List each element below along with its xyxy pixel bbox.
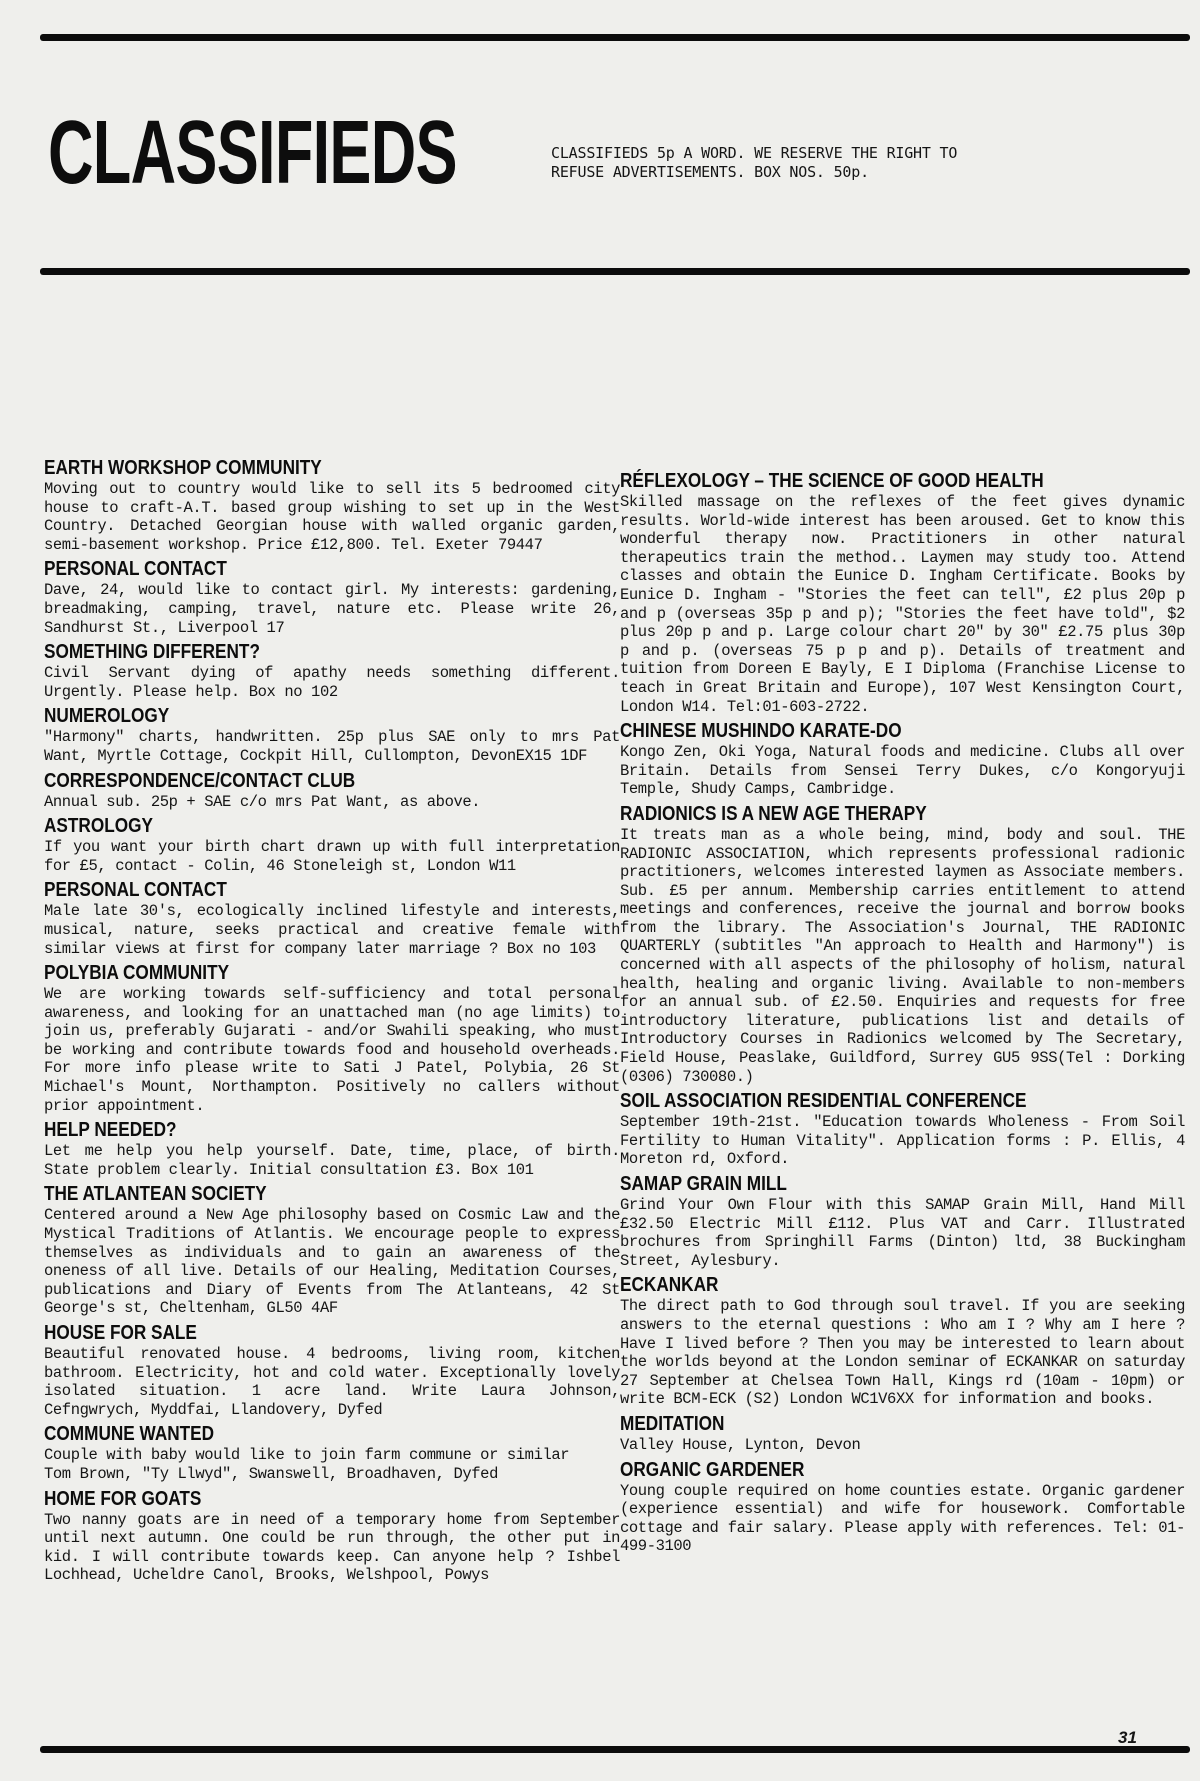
ad-correspondence-club <box>44 769 620 812</box>
ad-heading: COMMUNE WANTED <box>44 1423 215 1446</box>
ad-home-for-goats <box>44 1487 620 1585</box>
ad-personal-contact-2 <box>44 878 620 958</box>
ad-soil-association <box>620 1089 1185 1169</box>
ad-body: Male late 30's, ecologically inclined lifestyle and interests, musical, nature, seeks practical and creative female with similar views at first for company later marriage ? Box no 103 <box>44 902 620 958</box>
ad-body: Centered around a New Age philosophy based on Cosmic Law and the Mystical Traditions of Atlantis. We encourage people to express themselves as individuals and to gain an awareness of the oneness of all live. Details of our Healing, Meditation Courses, publications and Diary of Events from The Atlanteans, 42 St George's st, Cheltenham, GL50 4AF <box>44 1206 620 1318</box>
ad-body: Skilled massage on the reflexes of the feet gives dynamic results. World-wide interest has been aroused. Get to know this wonderful therapy now. Practitioners in other natural therapeutics train the method.. Laymen may study too. Attend classes and obtain the Eunice D. Ingham Certificate. Books by Eunice D. Ingham - "Stories the feet can tell", £2 plus 20p p and p (overseas 35p p and p); "Stories the feet have told", $2 plus 20p p and p. Large colour chart 20" by 30" £2.75 plus 30p p and p. (overseas 75 p p and p). Details of treatment and tuition from Doreen E Bayly, E I Diploma (Franchise License to teach in Great Britain and Europe), 107 West Kensington Court, London W14. Tel:01-603-2722. <box>620 493 1185 716</box>
ad-samap-grain-mill <box>620 1172 1185 1270</box>
right-column <box>620 469 1185 1559</box>
header-rule <box>40 268 1190 275</box>
ad-body: Beautiful renovated house. 4 bedrooms, living room, kitchen bathroom. Electricity, hot and cold water. Exceptionally lovely isolated situation. 1 acre land. Write Laura Johnson, Cefngwrych, Myddfai, Llandovery, Dyfed <box>44 1345 620 1419</box>
left-column <box>44 456 620 1588</box>
ad-radionics <box>620 802 1185 1086</box>
ad-heading: CORRESPONDENCE/CONTACT CLUB <box>44 769 356 792</box>
ad-heading: HOME FOR GOATS <box>44 1487 202 1510</box>
ad-eckankar <box>620 1273 1185 1409</box>
ad-heading: PERSONAL CONTACT <box>44 879 227 902</box>
ad-body: Civil Servant dying of apathy needs something different. Urgently. Please help. Box no 102 <box>44 664 620 701</box>
ad-astrology <box>44 814 620 875</box>
ad-atlantean-society <box>44 1182 620 1318</box>
ad-heading: SOMETHING DIFFERENT? <box>44 641 260 664</box>
ad-heading: RÉFLEXOLOGY – THE SCIENCE OF GOOD HEALTH <box>620 470 1044 492</box>
ad-heading: RADIONICS IS A NEW AGE THERAPY <box>620 802 927 825</box>
ad-heading: PERSONAL CONTACT <box>44 558 227 581</box>
ad-heading: ASTROLOGY <box>44 815 153 838</box>
ad-body: Let me help you help yourself. Date, time, place, of birth. State problem clearly. Initial consultation £3. Box 101 <box>44 1142 620 1179</box>
ad-heading: POLYBIA COMMUNITY <box>44 962 230 985</box>
ad-heading: MEDITATION <box>620 1412 725 1435</box>
ad-body: It treats man as a whole being, mind, body and soul. THE RADIONIC ASSOCIATION, which represents professional radionic practitioners, welcomes interested laymen as Associate members. Sub. £5 per annum. Membership carries entitlement to attend meetings and conferences, receive the journal and borrow books from the library. The Association's Journal, THE RADIONIC QUARTERLY (subtitles "An approach to Health and Harmony") is concerned with all aspects of the philosophy of holism, natural health, healing and organic living. Available to non-members for an annual sub. of £2.50. Enquiries and requests for free introductory literature, publications list and details of Introductory Courses in Radionics welcomed by The Secretary, Field House, Peaslake, Guildford, Surrey GU5 9SS(Tel : Dorking (0306) 730080.) <box>620 825 1185 1086</box>
ad-heading: EARTH WORKSHOP COMMUNITY <box>44 457 322 479</box>
ad-heading: SOIL ASSOCIATION RESIDENTIAL CONFERENCE <box>620 1090 1027 1113</box>
ad-karate-do <box>620 719 1185 799</box>
ad-heading: HOUSE FOR SALE <box>44 1322 197 1344</box>
page-number: 31 <box>1118 1728 1137 1747</box>
ad-numerology <box>44 704 620 765</box>
ad-heading: HELP NEEDED? <box>44 1119 177 1142</box>
ad-body: September 19th-21st. "Education towards Wholeness - From Soil Fertility to Human Vitality". Application forms : P. Ellis, 4 Moreton rd, Oxford. <box>620 1113 1185 1169</box>
ad-body: We are working towards self-sufficiency and total personal awareness, and looking for an unattached man (no age limits) to join us, preferably Gujarati - and/or Swahili speaking, who must be working and contribute towards food and household overheads. For more info please write to Sati J Patel, Polybia, 26 St Michael's Mount, Northampton. Positively no callers without prior appointment. <box>44 985 620 1115</box>
ad-heading: CHINESE MUSHINDO KARATE-DO <box>620 720 902 743</box>
ad-heading: THE ATLANTEAN SOCIETY <box>44 1183 267 1206</box>
ad-help-needed <box>44 1118 620 1179</box>
ad-heading: ORGANIC GARDENER <box>620 1458 805 1481</box>
ad-reflexology <box>620 469 1185 716</box>
ad-body: Kongo Zen, Oki Yoga, Natural foods and medicine. Clubs all over Britain. Details from Sensei Terry Dukes, c/o Kongoryuji Temple, Shudy Camps, Cambridge. <box>620 743 1185 799</box>
footer-rule <box>40 1746 1190 1753</box>
ad-body: Couple with baby would like to join farm commune or similar Tom Brown, "Ty Llwyd", Swanswell, Broadhaven, Dyfed <box>44 1446 570 1483</box>
ad-body: Grind Your Own Flour with this SAMAP Grain Mill, Hand Mill £32.50 Electric Mill £112. Plus VAT and Carr. Illustrated brochures from Springhill Farms (Dinton) ltd, 38 Buckingham Street, Aylesbury. <box>620 1196 1185 1270</box>
ad-body: Dave, 24, would like to contact girl. My interests: gardening, breadmaking, camping, travel, nature etc. Please write 26, Sandhurst St., Liverpool 17 <box>44 581 620 637</box>
ad-house-for-sale <box>44 1321 620 1419</box>
ad-body: Annual sub. 25p + SAE c/o mrs Pat Want, as above. <box>44 792 481 811</box>
ad-organic-gardener <box>620 1458 1185 1556</box>
rates-notice: CLASSIFIEDS 5p A WORD. WE RESERVE THE RIGHT TO REFUSE ADVERTISEMENTS. BOX NOS. 50p. <box>551 144 958 181</box>
top-rule <box>40 34 1190 41</box>
ad-body: Young couple required on home counties estate. Organic gardener (experience essential) and wife for housework. Comfortable cottage and fair salary. Please apply with references. Tel: 01-499-3100 <box>620 1481 1185 1556</box>
ad-heading: NUMEROLOGY <box>44 705 170 728</box>
ad-body: Two nanny goats are in need of a temporary home from September until next autumn. One could be run through, the other put in kid. I will contribute towards keep. Can anyone help ? Ishbel Lochhead, Ucheldre Canol, Brooks, Welshpool, Powys <box>44 1510 620 1585</box>
ad-heading: SAMAP GRAIN MILL <box>620 1173 787 1195</box>
ad-commune-wanted <box>44 1422 620 1483</box>
ad-body: Valley House, Lynton, Devon <box>620 1435 861 1454</box>
ad-personal-contact-1 <box>44 557 620 637</box>
ad-earth-workshop <box>44 456 620 554</box>
ad-body: Moving out to country would like to sell its 5 bedroomed city house to craft-A.T. based group wishing to set up in the West Country. Detached Georgian house with walled organic garden, semi-basement workshop. Price £12,800. Tel. Exeter 79447 <box>44 480 620 554</box>
page-title: CLASSIFIEDS <box>48 103 457 203</box>
ad-heading: ECKANKAR <box>620 1274 719 1297</box>
ad-something-different <box>44 640 620 701</box>
ad-meditation <box>620 1412 1185 1455</box>
ad-polybia-community <box>44 961 620 1115</box>
ad-body: "Harmony" charts, handwritten. 25p plus SAE only to mrs Pat Want, Myrtle Cottage, Cockpit Hill, Cullompton, DevonEX15 1DF <box>44 728 620 765</box>
ad-body: The direct path to God through soul travel. If you are seeking answers to the eternal questions : Who am I ? Why am I here ? Have I lived before ? Then you may be interested to learn about the worlds beyond at the London seminar of ECKANKAR on saturday 27 September at Chelsea Town Hall, Kings rd (10am - 10pm) or write BCM-ECK (S2) London WC1V6XX for information and books. <box>620 1297 1185 1409</box>
ad-body: If you want your birth chart drawn up with full interpretation for £5, contact - Colin, 46 Stoneleigh st, London W11 <box>44 838 620 875</box>
